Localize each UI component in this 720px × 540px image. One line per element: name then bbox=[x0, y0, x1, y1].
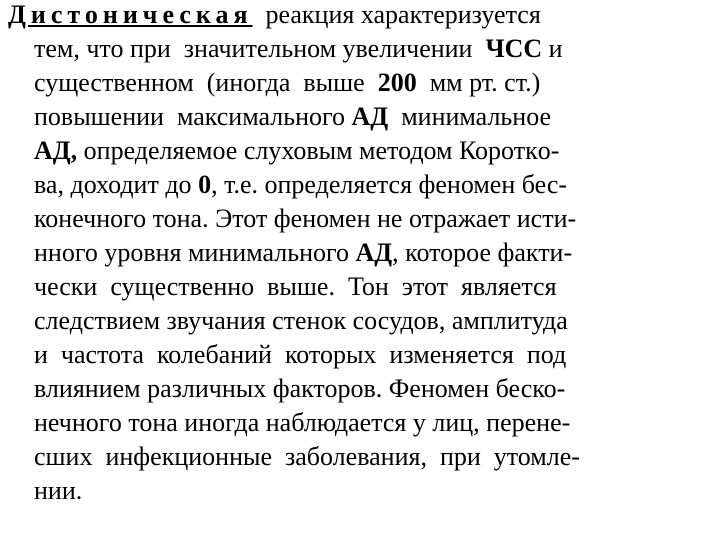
text-run: следствием звучания стенок сосудов, амплитуда bbox=[34, 306, 568, 335]
text-run: и частота колебаний которых изменяется под bbox=[34, 340, 567, 369]
text-run: существенном (иногда выше bbox=[34, 68, 378, 97]
text-run: конечного тона. Этот феномен не отражает исти- bbox=[34, 204, 577, 233]
text-run: нии. bbox=[34, 476, 83, 505]
text-line bbox=[8, 0, 541, 30]
text-line bbox=[34, 238, 572, 268]
text-run: , т.е. определяется феномен бес- bbox=[211, 170, 568, 199]
title-word: Дистоническая bbox=[8, 0, 253, 29]
text-run: тем, что при значительном увеличении bbox=[34, 34, 486, 63]
text-line bbox=[34, 340, 566, 370]
text-line bbox=[34, 34, 563, 64]
text-run: влиянием различных факторов. Феномен беско- bbox=[34, 374, 566, 403]
text-run: реакция характеризуется bbox=[252, 0, 541, 29]
text-line bbox=[34, 68, 540, 98]
text-line bbox=[34, 408, 570, 438]
text-run: сших инфекционные заболевания, при утомле- bbox=[34, 442, 580, 471]
text-line bbox=[34, 272, 557, 302]
text-run: мм рт. ст.) bbox=[416, 68, 541, 97]
text-line bbox=[34, 102, 551, 132]
text-run: , которое факти- bbox=[392, 238, 573, 267]
bold-term: ЧСС bbox=[485, 34, 543, 63]
text-run: нного уровня минимального bbox=[34, 238, 356, 267]
text-run: ва, доходит до bbox=[34, 170, 199, 199]
bold-term: АД, bbox=[34, 136, 78, 165]
text-run: определяемое слуховым методом Короткo- bbox=[77, 136, 560, 165]
text-line bbox=[34, 204, 576, 234]
text-run: и bbox=[542, 34, 563, 63]
text-run: минимальное bbox=[388, 102, 552, 131]
bold-term: АД bbox=[355, 238, 393, 267]
bold-term: 0 bbox=[198, 170, 212, 199]
text-run: повышении максимального bbox=[34, 102, 352, 131]
bold-term: 200 bbox=[377, 68, 417, 97]
text-line bbox=[34, 170, 567, 200]
text-line bbox=[34, 442, 580, 472]
text-run: нечного тона иногда наблюдается у лиц, перене- bbox=[34, 408, 571, 437]
text-line bbox=[34, 136, 559, 166]
text-line bbox=[34, 306, 568, 336]
text-run: чески существенно выше. Тон этот является bbox=[34, 272, 557, 301]
text-line bbox=[34, 374, 565, 404]
text-line bbox=[34, 476, 82, 506]
bold-term: АД bbox=[351, 102, 389, 131]
